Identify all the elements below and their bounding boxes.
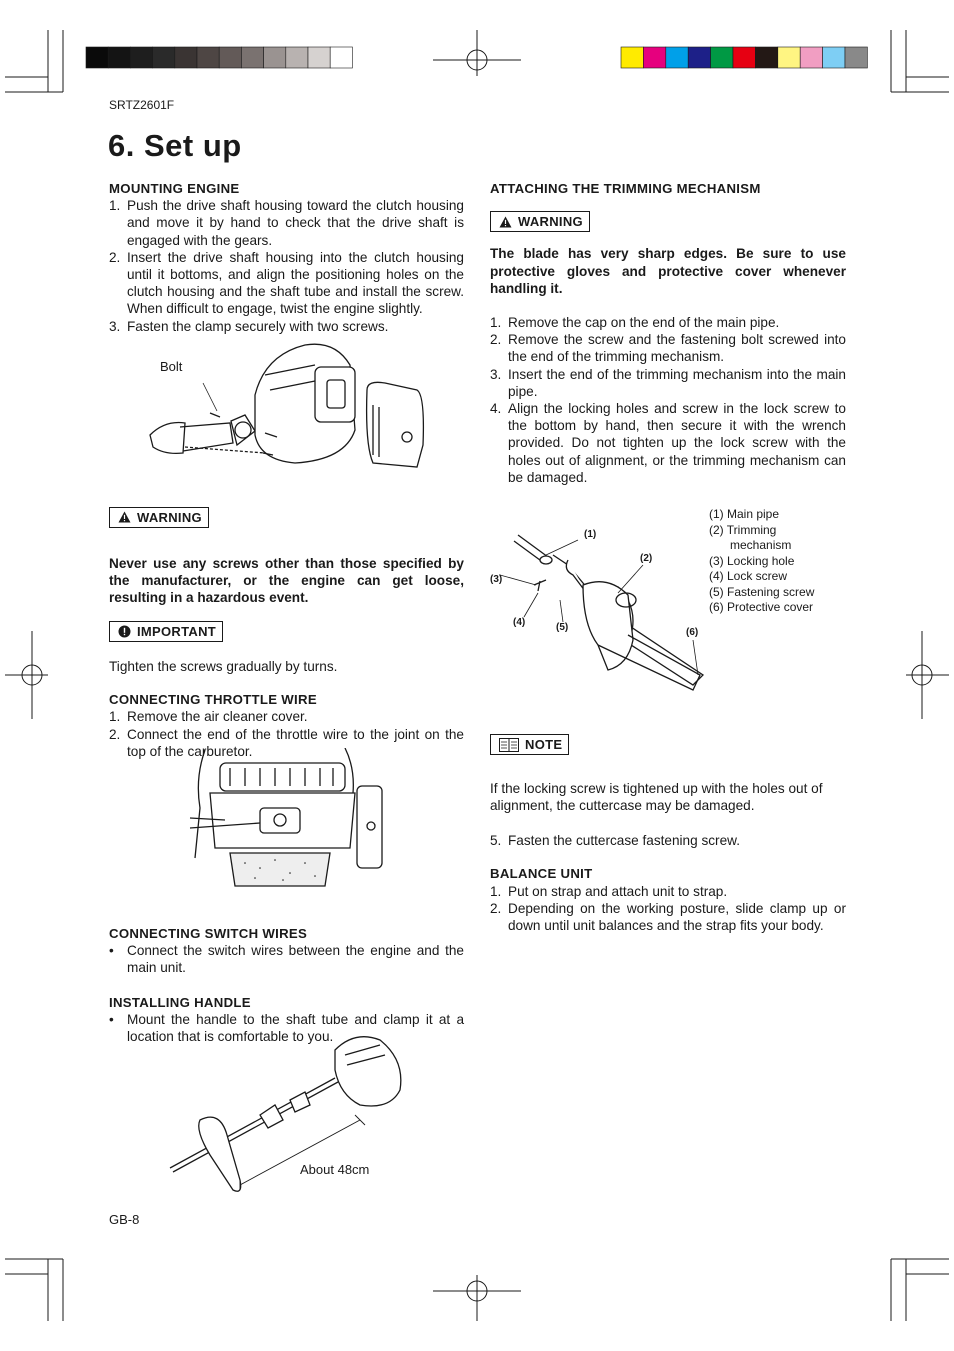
color-swatch [86, 47, 108, 68]
callout-4: (4) [513, 617, 526, 628]
callout-3: (3) [490, 574, 503, 585]
exclamation-circle-icon [118, 625, 131, 638]
legend-item: (6) Protective cover [709, 600, 814, 614]
color-swatch [264, 47, 286, 68]
list-item: • Mount the handle to the shaft tube and clamp it at a location that is comfortable to you. [109, 1011, 464, 1044]
legend-item: (1) Main pipe [709, 507, 780, 521]
color-swatch [643, 47, 665, 68]
callout-1: (1) [584, 529, 597, 540]
list-item: • Connect the switch wires between the engine and the main unit. [109, 943, 464, 976]
legend-item: mechanism [730, 538, 792, 552]
color-swatch [153, 47, 175, 68]
warning-badge: WARNING [490, 211, 590, 232]
list-item: 1. Remove the cap on the end of the main pipe. [490, 315, 780, 331]
callout-5: (5) [556, 622, 569, 633]
warning-badge: WARNING [109, 507, 209, 528]
legend-item: (4) Lock screw [709, 569, 788, 583]
carburetor-illustration [185, 748, 385, 888]
handle-heading: INSTALLING HANDLE [109, 994, 251, 1010]
book-icon [499, 738, 519, 752]
document-code: SRTZ2601F [109, 98, 175, 112]
list-item: 2. Connect the end of the throttle wire to the joint on the top of the carburetor. [109, 726, 464, 759]
color-swatch [755, 47, 777, 68]
color-swatch [823, 47, 845, 68]
list-item: 5. Fasten the cuttercase fastening screw. [490, 833, 740, 849]
legend-item: (2) Trimming [709, 522, 777, 537]
trimming-step-5 [490, 832, 846, 849]
callout-6: (6) [686, 627, 699, 638]
color-swatch [621, 47, 643, 68]
note-text: If the locking screw is tightened up with the holes out of alignment, the cuttercase may be damaged. [490, 780, 823, 814]
warning-triangle-icon [499, 216, 512, 228]
warning-text: Never use any screws other than those specified by the manufacturer, or the engine can get loose, resulting in a hazardous event. [109, 556, 464, 606]
color-swatch [778, 47, 800, 68]
left-column [109, 180, 464, 1045]
note-badge: NOTE [490, 734, 569, 755]
balance-heading: BALANCE UNIT [490, 866, 593, 882]
list-item: 2. Remove the screw and the fastening bolt screwed into the end of the trimming mechanism. [490, 332, 846, 365]
color-swatch [197, 47, 219, 68]
list-item: 2. Insert the drive shaft housing into the clutch housing until it bottoms, and align the positioning holes on the clutch housing and the shaft tube and install the screw. When difficult to engage, twist the engine slightly. [109, 249, 464, 317]
list-item: 1. Remove the air cleaner cover. [109, 709, 308, 725]
warning-triangle-icon [118, 511, 131, 523]
list-item: 1. Push the drive shaft housing toward the clutch housing and move it by hand to check that the drive shaft is engaged with the gears. [109, 198, 464, 248]
page-number: GB-8 [109, 1212, 140, 1227]
color-bar [621, 47, 867, 68]
trimming-steps [490, 314, 846, 486]
distance-label: About 48cm [300, 1162, 370, 1177]
color-swatch [711, 47, 733, 68]
balance-steps [490, 883, 846, 935]
switch-wires-heading: CONNECTING SWITCH WIRES [109, 925, 308, 941]
color-swatch [108, 47, 130, 68]
mounting-engine-steps [109, 197, 464, 335]
color-swatch [330, 47, 352, 68]
list-item: 3. Insert the end of the trimming mechanism into the main pipe. [490, 366, 846, 399]
color-swatch [688, 47, 710, 68]
switch-wires-bullets [109, 942, 464, 976]
mounting-engine-heading: MOUNTING ENGINE [109, 181, 240, 196]
trimming-heading: ATTACHING THE TRIMMING MECHANISM [490, 181, 761, 196]
grayscale-bar [86, 47, 352, 68]
legend-item: (3) Locking hole [709, 553, 795, 568]
legend-item: (5) Fastening screw [709, 584, 815, 599]
color-swatch [845, 47, 867, 68]
list-item: 2. Depending on the working posture, slide clamp up or down until unit balances and the strap fits your body. [490, 900, 846, 934]
color-swatch [666, 47, 688, 68]
list-item: 3. Fasten the clamp securely with two screws. [109, 318, 389, 334]
page-title: 6. Set up [108, 128, 242, 163]
important-text: Tighten the screws gradually by turns. [109, 658, 338, 674]
bolt-label: Bolt [160, 359, 183, 374]
warning-text: The blade has very sharp edges. Be sure to use protective gloves and protective cover whenever handling it. [490, 246, 846, 296]
color-swatch [130, 47, 152, 68]
handle-illustration [165, 1030, 410, 1200]
throttle-heading: CONNECTING THROTTLE WIRE [109, 692, 317, 708]
color-swatch [241, 47, 263, 68]
callout-2: (2) [640, 553, 653, 564]
trimming-mechanism-illustration [488, 525, 713, 705]
color-swatch [800, 47, 822, 68]
color-swatch [175, 47, 197, 68]
color-swatch [286, 47, 308, 68]
mounting-engine-illustration [145, 335, 430, 470]
important-badge: IMPORTANT [109, 621, 223, 642]
color-swatch [308, 47, 330, 68]
list-item: 4. Align the locking holes and screw in the lock screw to the bottom by hand, then secure it with the wrench provided. Do not tighten up the lock screw with the holes out of alignment, or the trimming mechanism can be damaged. [490, 401, 846, 485]
list-item: 1. Put on strap and attach unit to strap. [490, 883, 728, 899]
color-swatch [733, 47, 755, 68]
parts-legend [709, 507, 814, 616]
color-swatch [219, 47, 241, 68]
